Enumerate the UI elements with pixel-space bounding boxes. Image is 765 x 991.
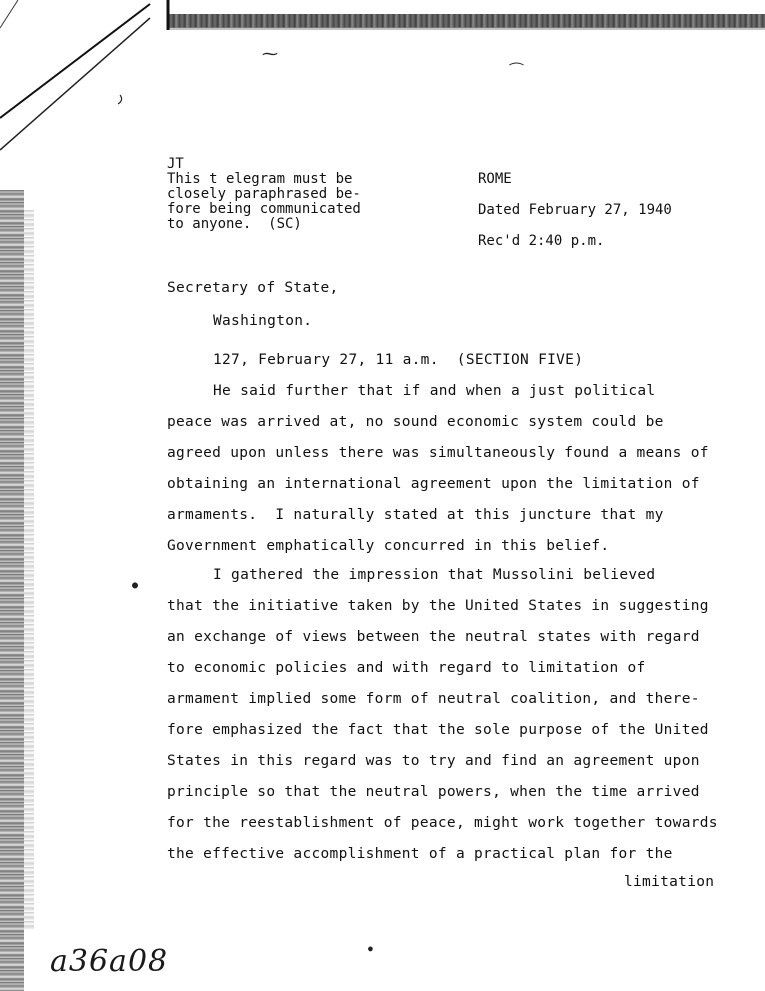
scan-corner-fold <box>0 0 200 170</box>
body-line: an exchange of views between the neutral states with regard <box>167 629 700 645</box>
recipient-city: Washington. <box>213 313 313 329</box>
body-line: He said further that if and when a just political <box>213 383 656 399</box>
body-line: the effective accomplishment of a practical plan for the <box>167 846 673 862</box>
scan-top-edge <box>168 14 765 28</box>
handling-notice-line-3: fore being communicated <box>167 201 361 217</box>
scan-top-edge-line <box>168 27 765 30</box>
body-line: Government emphatically concurred in this belief. <box>167 538 610 554</box>
body-line: States in this regard was to try and find an agreement upon <box>167 753 700 769</box>
body-line: to economic policies and with regard to limitation of <box>167 660 646 676</box>
ink-dot: ● <box>132 580 139 591</box>
body-line: obtaining an international agreement upon the limitation of <box>167 476 700 492</box>
body-line-section-ref: 127, February 27, 11 a.m. (SECTION FIVE) <box>213 352 584 368</box>
handling-notice-line-1: This t elegram must be <box>167 171 353 187</box>
body-line: I gathered the impression that Mussolini believed <box>213 567 656 583</box>
catchword: limitation <box>624 874 715 890</box>
telegram-code: JT <box>167 156 184 172</box>
body-line: armament implied some form of neutral coalition, and there- <box>167 691 700 707</box>
ink-mark-right: ⁔ <box>510 46 523 65</box>
body-line: principle so that the neutral powers, when the time arrived <box>167 784 700 800</box>
body-line: peace was arrived at, no sound economic system could be <box>167 414 664 430</box>
body-line: for the reestablishment of peace, might work together towards <box>167 815 718 831</box>
ink-mark-left: ⁓ <box>262 44 278 63</box>
ink-dot: ● <box>368 944 373 953</box>
handling-notice-line-4: to anyone. (SC) <box>167 216 302 232</box>
origin-city: ROME <box>478 171 512 187</box>
dated-line: Dated February 27, 1940 <box>478 202 672 218</box>
received-line: Rec'd 2:40 p.m. <box>478 233 605 249</box>
body-line: agreed upon unless there was simultaneously found a means of <box>167 445 709 461</box>
body-line: fore emphasized the fact that the sole purpose of the United <box>167 722 709 738</box>
scan-left-edge-shadow <box>24 210 34 930</box>
handling-notice-line-2: closely paraphrased be- <box>167 186 361 202</box>
recipient: Secretary of State, <box>167 280 339 296</box>
body-line: armaments. I naturally stated at this juncture that my <box>167 507 664 523</box>
handwritten-reference: a36a08 <box>50 944 169 979</box>
scan-left-edge <box>0 190 24 991</box>
body-line: that the initiative taken by the United States in suggesting <box>167 598 709 614</box>
